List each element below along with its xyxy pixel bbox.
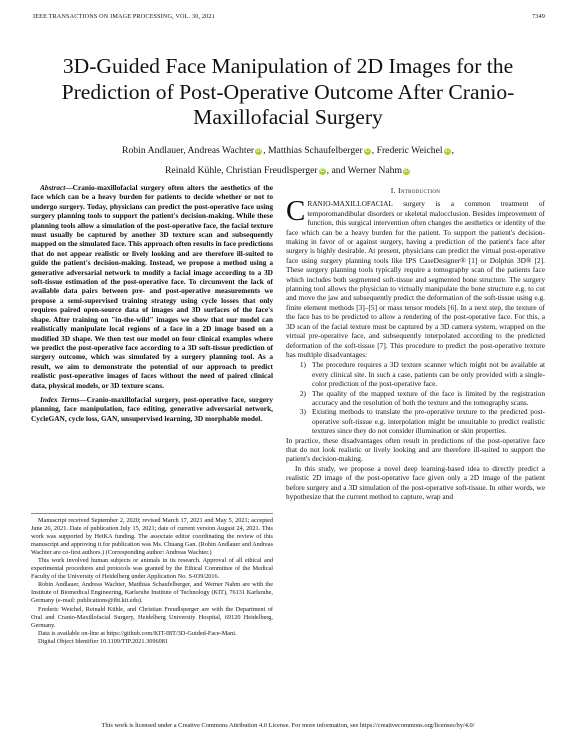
- intro-lead-caps: RANIO-MAXILLOFACIAL: [307, 199, 393, 209]
- author-separator: ,: [451, 145, 454, 156]
- author-group: , and Werner Nahm: [326, 165, 403, 176]
- author-group: , Frederic Weichel: [371, 145, 443, 156]
- author-line-2: [30, 161, 546, 181]
- disadvantages-list: [286, 360, 545, 435]
- abstract-text: —Cranio-maxillofacial surgery often alters the aesthetics of the face which can be a heavy burden for patients to decide whether or not to undergo surgery. Today, physicians can predict the post-operative face using surgery planning tools to support the patient's decision-making. While these planning tools allow a simulation of the post-operative face, the facial texture must usually be captured by another 3D texture scan and subsequently mapped on the simulated face. This approach often results in face predictions that do not appear realistic or lively looking and are therefore ill-suited to guide the patient's decision-making. Instead, we propose a method using a generative adversarial network to modify a facial image according to a 3D soft-tissue estimation of the post-operative face. To circumvent the lack of available data pairs between pre- and post-operative measurements we propose a semi-supervised training strategy using cycle losses that only requires paired open-source data of images and 3D surfaces of the face's shape. After training on "in-the-wild" images we show that our model can realistically manipulate local regions of a face in a 2D image based on a modified 3D shape. We then test our model on four clinical examples where we predict the post-operative face according to a 3D soft-tissue prediction of surgery outcome, which was simulated by a surgery planning tool. As a result, we aim to demonstrate the potential of our approach to predict realistic post-operative images of faces without the need of paired clinical data, physical models, or 3D texture scans.: [31, 183, 273, 390]
- list-item: [286, 360, 545, 388]
- index-terms-text: —Cranio-maxillofacial surgery, post-operative face, surgery planning, face manipulation, face editing, generative adversarial network, CycleGAN, cycle loss, GAN, unsupervised learning, 3D morphable model.: [31, 394, 273, 423]
- section-title: Introduction: [397, 186, 441, 195]
- list-item: [286, 389, 545, 408]
- running-header-page-number: 7349: [532, 13, 545, 20]
- license-footer[interactable]: This work is licensed under a Creative Commons Attribution 4.0 License. For more information, see https://creativecommons.org/licenses/by/4.0/: [101, 722, 475, 729]
- list-item-text: Existing methods to translate the pre-operative texture to the predicted post-operative soft-tissue e.g. interpolation might be unsuitable to predict realistic textures since they do not consider illumination or skin properties.: [312, 407, 545, 436]
- paper-title: 3D-Guided Face Manipulation of 2D Images for the Prediction of Post-Operative Outcome After Cranio-Maxillofacial Surgery: [61, 54, 515, 129]
- intro-paragraph-1-text: surgery is a common treatment of temporomandibular disorders or skeletal malocclusion. Besides improvement of function, this surgical intervention often changes the aesthetics or identity of the face which can be a heavy burden for the patient. To support the patient's decision-making in favor of or against surgery, having a prediction of the patient's face after surgery is highly desirable. At present, physicians can predict the virtual post-operative face using surgery planning tools like IPS CaseDesigner® [1] or Dolphin 3D® [2]. These surgery planning tools typically require a tomography scan of the patients face which includes both segmented soft-tissue and segmented bone structure. The surgery planning tool allows the physician to virtually manipulate the bone structure e.g. to cut and move the jaw and subsequently predict the deformation of the soft-tissue using e.g. finite element methods [3]–[5] or mass tensor models [6]. In a next step, the texture of the face has to be predicted to allow a rendering of the post-operative face. For this, a 3D scan of the facial texture must be captured by a 3D camera system, wrapped on the virtual pre-operative face, and subsequently interpolated according to the predicted deformation of the soft-tissue [7]. This procedure to predict the post-operative texture has multiple disadvantages:: [286, 199, 545, 359]
- footnote-ethics: This work involved human subjects or animals in its research. Approval of all ethical and experimental procedures and protocols was granted by the Ethical Committee of the Medical Faculty of the University of Heidelberg under Application No. S-039/2016.: [31, 557, 273, 581]
- orcid-icon[interactable]: iD: [255, 148, 262, 154]
- orcid-icon[interactable]: iD: [319, 168, 325, 174]
- author-group: , Matthias Schaufelberger: [263, 145, 363, 156]
- orcid-icon[interactable]: iD: [364, 148, 370, 154]
- index-terms-label: Index Terms: [40, 394, 80, 404]
- list-item-number: 1): [299, 360, 306, 370]
- footnote-divider: [31, 513, 273, 514]
- author-list: [30, 141, 546, 181]
- author-line-1: [30, 141, 546, 161]
- list-item-number: 2): [299, 388, 306, 398]
- list-item: [286, 407, 545, 435]
- list-item-number: 3): [299, 407, 306, 417]
- left-column: [31, 183, 273, 645]
- footnote-affiliation-kit: Robin Andlauer, Andreas Wachter, Matthias Schaufelberger, and Werner Nahm are with the Institute of Biomedical Engineering, Karlsruhe Institute of Technology (KIT), 76131 Karlsruhe, Germany (e-mail: publications@ibt.kit.edu).: [31, 581, 273, 605]
- section-heading: [286, 186, 545, 195]
- index-terms: [31, 395, 273, 423]
- intro-paragraph-2: In practice, these disadvantages often result in predictions of the post-operative face that do not look realistic or lively looking and are therefore ill-suited to support the patient's decision-making.: [286, 435, 545, 464]
- footnote-data-link[interactable]: Data is available on-line at https://github.com/KIT-IBT/3D-Guided-Face-Mani.: [38, 629, 237, 637]
- drop-cap: C: [286, 195, 306, 228]
- running-header-journal: IEEE TRANSACTIONS ON IMAGE PROCESSING, VOL. 30, 2021: [33, 13, 215, 20]
- orcid-icon[interactable]: iD: [403, 168, 410, 174]
- orcid-icon[interactable]: iD: [444, 148, 450, 154]
- intro-paragraph-1: [286, 195, 545, 359]
- footnote-affiliation-heidelberg: Frederic Weichel, Reinald Kühle, and Christian Freudlsperger are with the Department of Oral and Cranio-Maxillofacial Surgery, Heidelberg University Hospital, 69120 Heidelberg, Germany.: [31, 605, 273, 629]
- footnotes: [31, 513, 273, 646]
- author-group: Reinald Kühle, Christian Freudlsperger: [164, 165, 318, 176]
- abstract-label: Abstract: [40, 183, 66, 192]
- footnote-manuscript: Manuscript received September 2, 2020; revised March 17, 2021 and May 5, 2021; accepted June 26, 2021. Date of publication July 15, 2021; date of current version August 24, 2021. This work was supported by HeiKA funding. The associate editor coordinating the review of this manuscript and approving it for publication was Ms. Chuang Gan. (Robin Andlauer and Andreas Wachter are co-first authors.) (Corresponding author: Andreas Wachter.): [31, 517, 273, 557]
- section-number: I.: [390, 186, 396, 195]
- right-column: [286, 183, 545, 501]
- footnote-doi[interactable]: Digital Object Identifier 10.1109/TIP.2021.3096081: [38, 637, 168, 645]
- intro-paragraph-3: In this study, we propose a novel deep learning-based idea to directly predict a realistic 2D image of the post-operative face given only a 2D image of the patient before surgery and a 3D simulation of the post-operative soft-tissue. In other words, we hypothesize that the current method to capture, wrap and: [286, 463, 545, 501]
- list-item-text: The quality of the mapped texture of the face is limited by the registration accuracy and the resolution of both the texture and the tomography scans.: [312, 388, 545, 407]
- list-item-text: The procedure requires a 3D texture scanner which might not be available at every clinical site. In such a case, patients can be only provided with a single-color prediction of the post-operative face.: [312, 360, 545, 389]
- abstract: [31, 183, 273, 390]
- author-group: Robin Andlauer, Andreas Wachter: [122, 145, 255, 156]
